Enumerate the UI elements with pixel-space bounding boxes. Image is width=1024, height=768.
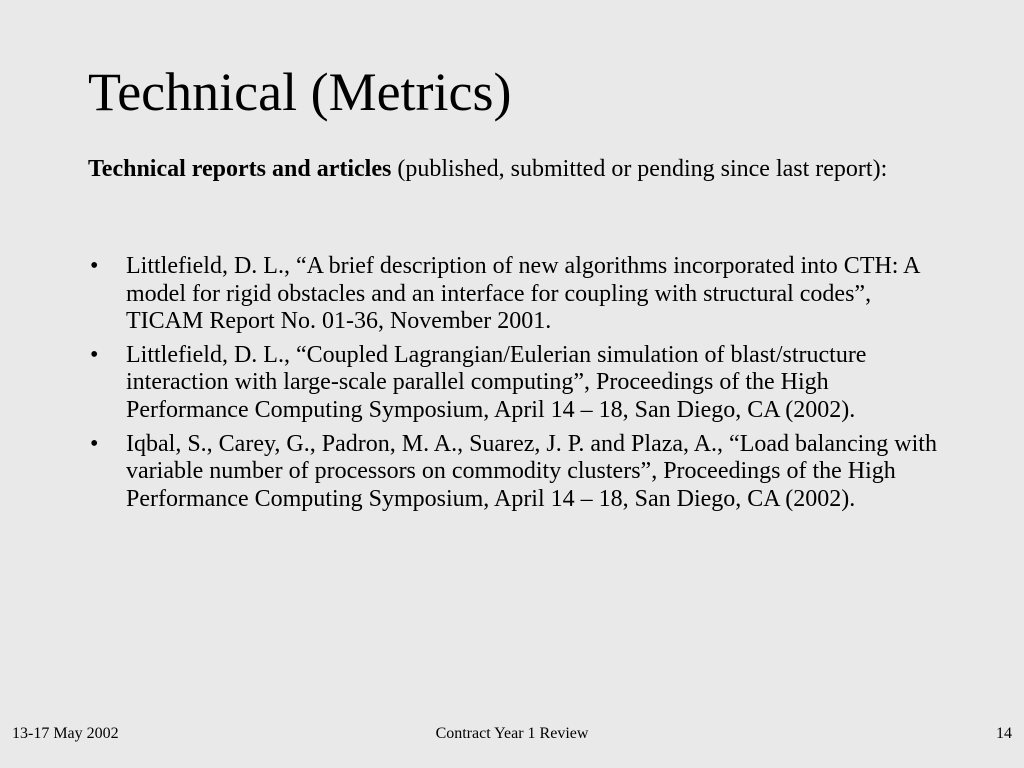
- reference-list: [88, 253, 938, 519]
- footer-date: 13-17 May 2002: [12, 725, 119, 742]
- reference-item-2: [88, 342, 938, 425]
- intro-description: (published, submitted or pending since last report):: [391, 156, 888, 182]
- intro-bold-heading: Technical reports and articles: [88, 156, 392, 182]
- intro-paragraph: [88, 155, 956, 184]
- footer-event: Contract Year 1 Review: [435, 725, 589, 742]
- reference-text: Littlefield, D. L., “Coupled Lagrangian/Eulerian simulation of blast/structure interaction with large-scale parallel computing”, Proceedings of the High Performance Computing Symposium, April 14 – 18, San Diego, CA (2002).: [126, 341, 867, 423]
- reference-item-1: [88, 253, 938, 336]
- slide-title: Technical (Metrics): [88, 62, 512, 122]
- reference-item-3: [88, 431, 938, 514]
- footer-page-number: 14: [996, 725, 1012, 742]
- reference-text: Littlefield, D. L., “A brief description of new algorithms incorporated into CTH: A model for rigid obstacles and an interface for coupling with structural codes”, TICAM Report No. 01-36, November 2001.: [126, 253, 920, 335]
- reference-text: Iqbal, S., Carey, G., Padron, M. A., Suarez, J. P. and Plaza, A., “Load balancing with variable number of processors on commodity clusters”, Proceedings of the High Performance Computing Symposium, April 14 – 18, San Diego, CA (2002).: [126, 430, 937, 512]
- bullet-icon: •: [90, 253, 99, 279]
- bullet-icon: •: [90, 430, 99, 457]
- bullet-icon: •: [90, 341, 99, 368]
